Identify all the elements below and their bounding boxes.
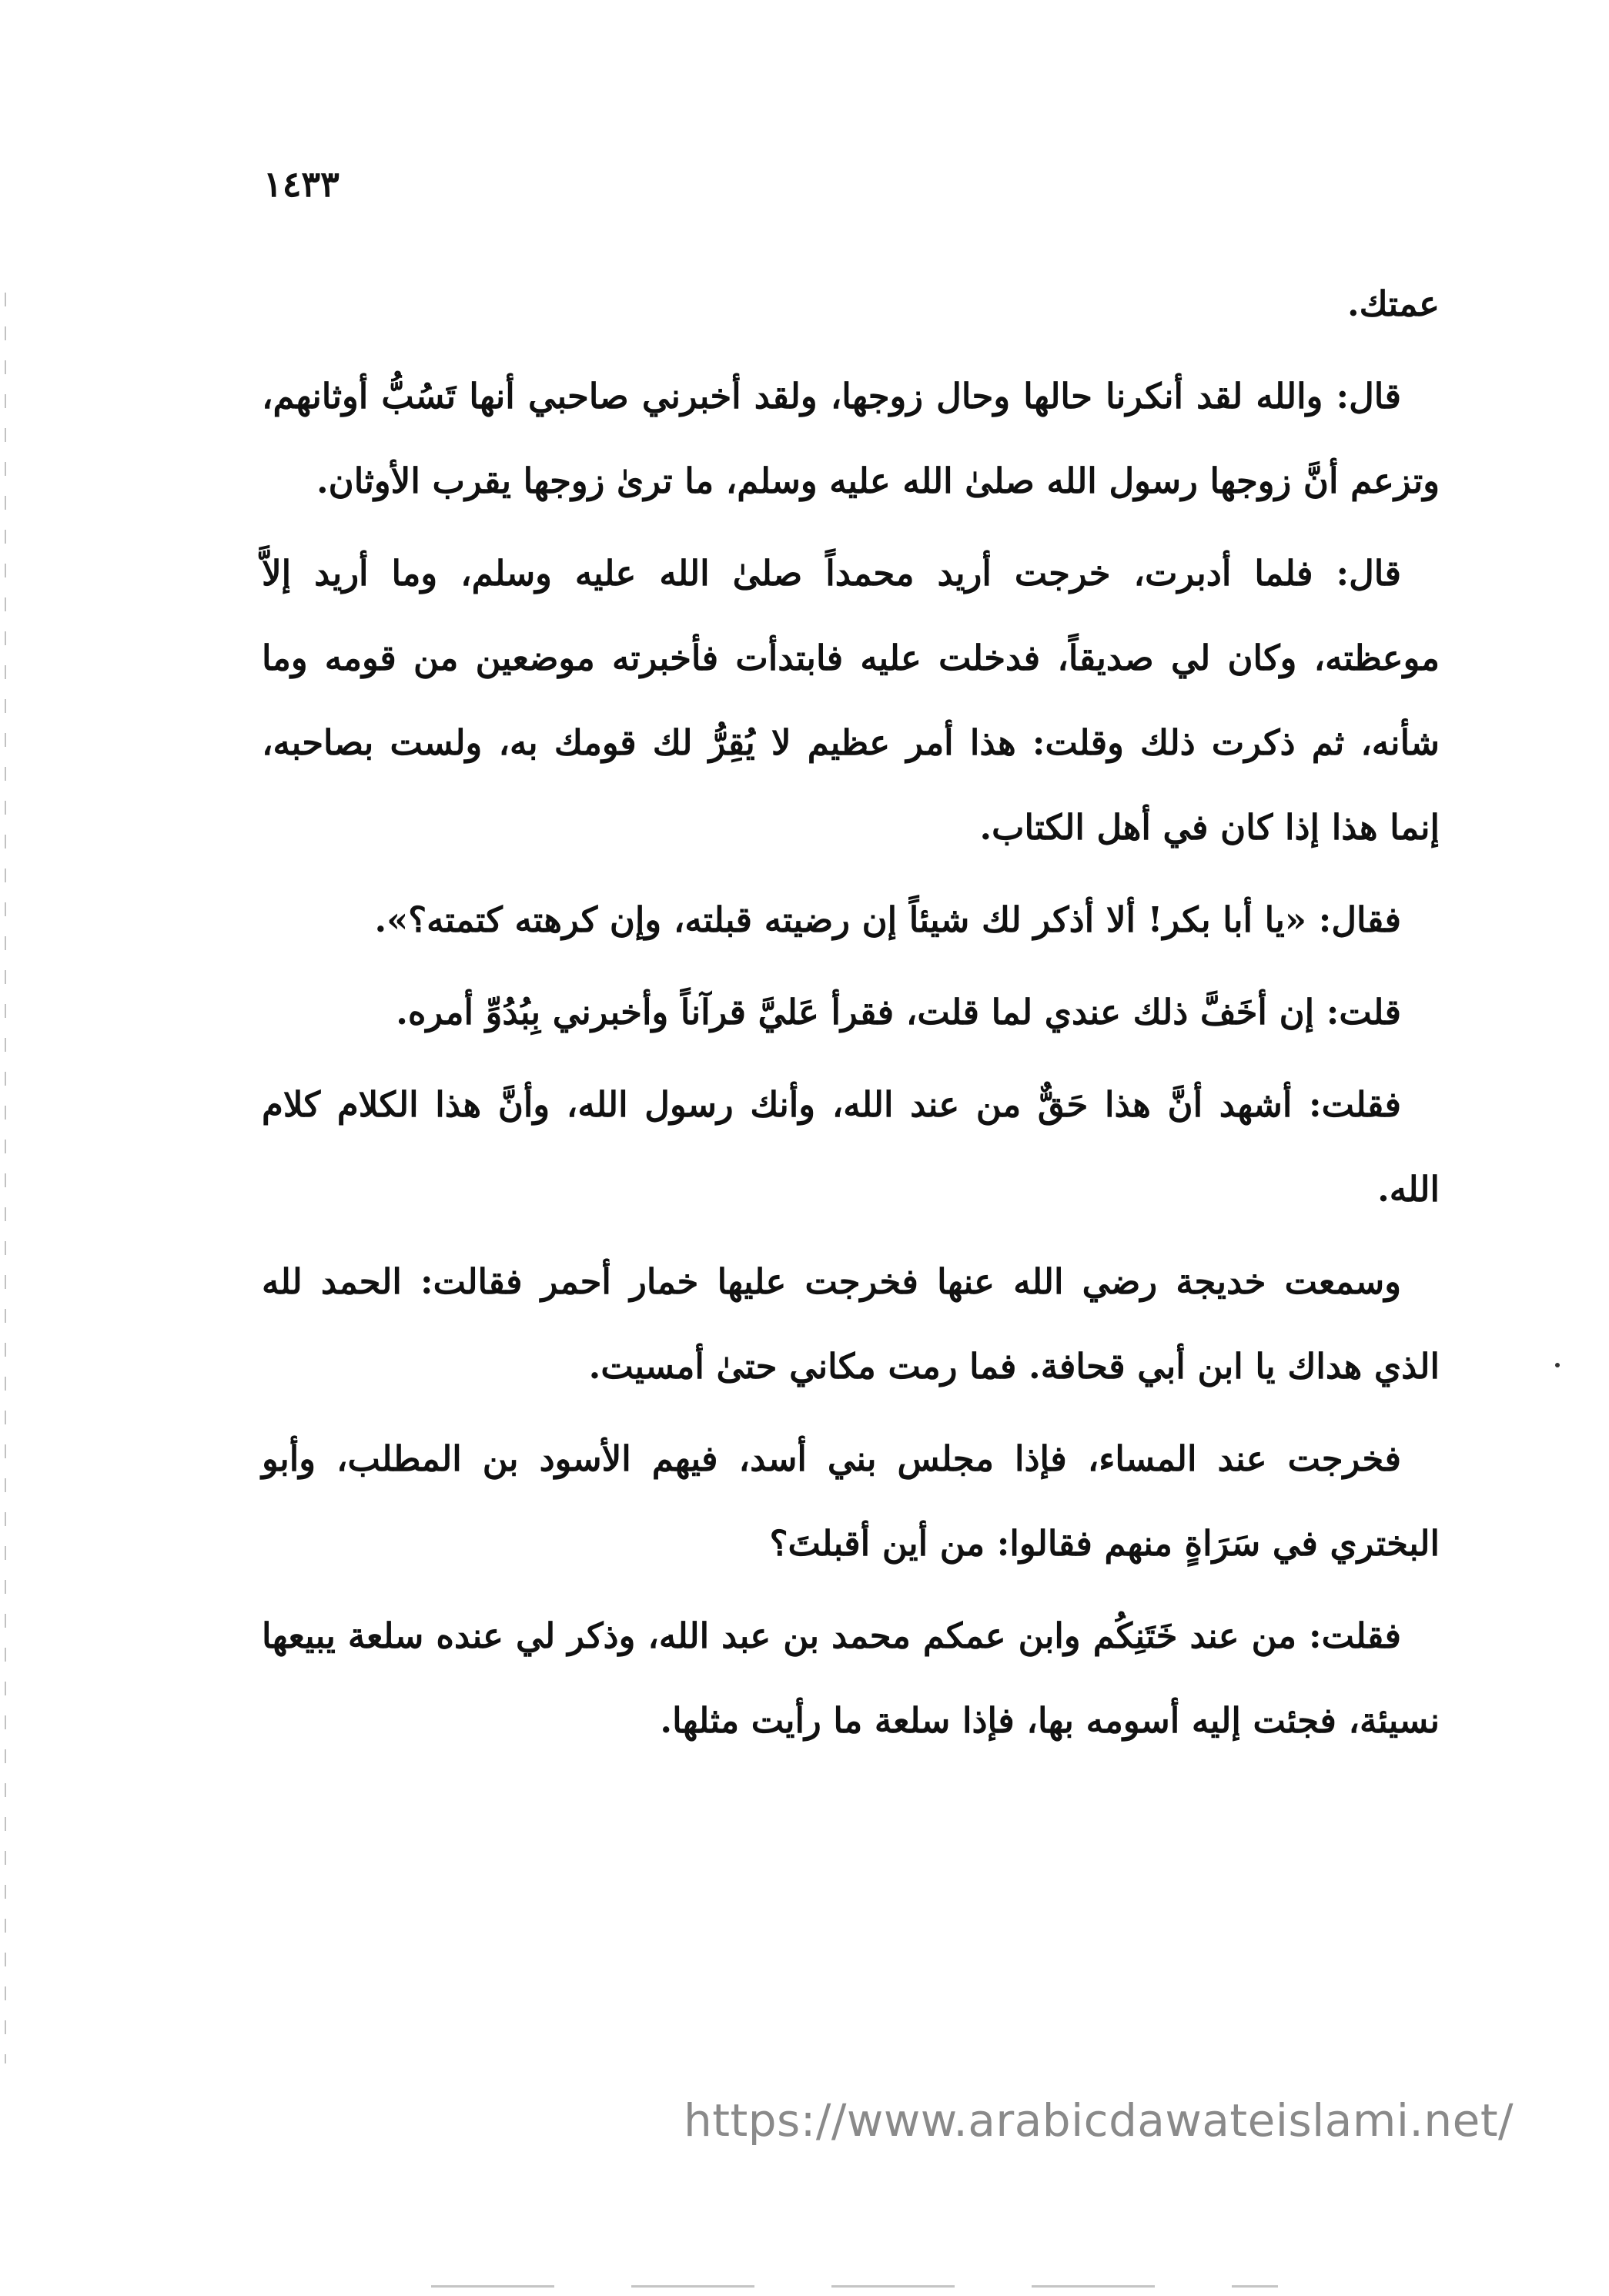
scan-dot-artifact <box>1555 1363 1560 1367</box>
page-number: ١٤٣٣ <box>263 163 340 205</box>
paragraph: قال: فلما أدبرت، خرجت أريد محمداً صلىٰ الله عليه وسلم، وما أريد إلاَّ موعظته، وكان لي صديقاً، فدخلت عليه فابتدأت فأخبرته موضعين من قومه وما شأنه، ثم ذكرت ذلك وقلت: هذا أمر عظيم لا يُقِرُّ لك قومك به، ولست بصاحبه، إنما هذا إذا كان في أهل الكتاب. <box>262 553 1440 848</box>
paragraph: وسمعت خديجة رضي الله عنها فخرجت عليها خمار أحمر فقالت: الحمد لله الذي هداك يا ابن أبي قحافة. فما رمت مكاني حتىٰ أمسيت. <box>262 1261 1440 1387</box>
body-text <box>262 262 1440 1771</box>
paragraph: قلت: إن أخَفَّ ذلك عندي لما قلت، فقرأ عَليَّ قرآناً وأخبرني بِبُدُوِّ أمره. <box>396 992 1401 1033</box>
paragraph-continuation: عمتك. <box>1346 283 1440 324</box>
paragraph: قال: والله لقد أنكرنا حالها وحال زوجها، ولقد أخبرني صاحبي أنها تَسُبُّ أوثانهم، وتزعم أنَّ زوجها رسول الله صلىٰ الله عليه وسلم، ما ترىٰ زوجها يقرب الأوثان. <box>262 376 1440 501</box>
paragraph: فقال: «يا أبا بكر! ألا أذكر لك شيئاً إن رضيته قبلته، وإن كرهته كتمته؟». <box>374 899 1401 940</box>
scan-bottom-artifact <box>431 2285 1278 2288</box>
paragraph: فخرجت عند المساء، فإذا مجلس بني أسد، فيهم الأسود بن المطلب، وأبو البختري في سَرَاةٍ منهم فقالوا: من أين أقبلتَ؟ <box>262 1438 1440 1564</box>
paragraph: فقلت: أشهد أنَّ هذا حَقٌّ من عند الله، وأنك رسول الله، وأنَّ هذا الكلام كلام الله. <box>262 1084 1440 1210</box>
watermark-url[interactable]: https://www.arabicdawateislami.net/ <box>684 2094 1514 2147</box>
paragraph: فقلت: من عند خَتَنِكُم وابن عمكم محمد بن عبد الله، وذكر لي عنده سلعة يبيعها نسيئة، فجئت إليه أسومه بها، فإذا سلعة ما رأيت مثلها. <box>262 1615 1440 1741</box>
scan-edge-artifact <box>5 293 6 2063</box>
